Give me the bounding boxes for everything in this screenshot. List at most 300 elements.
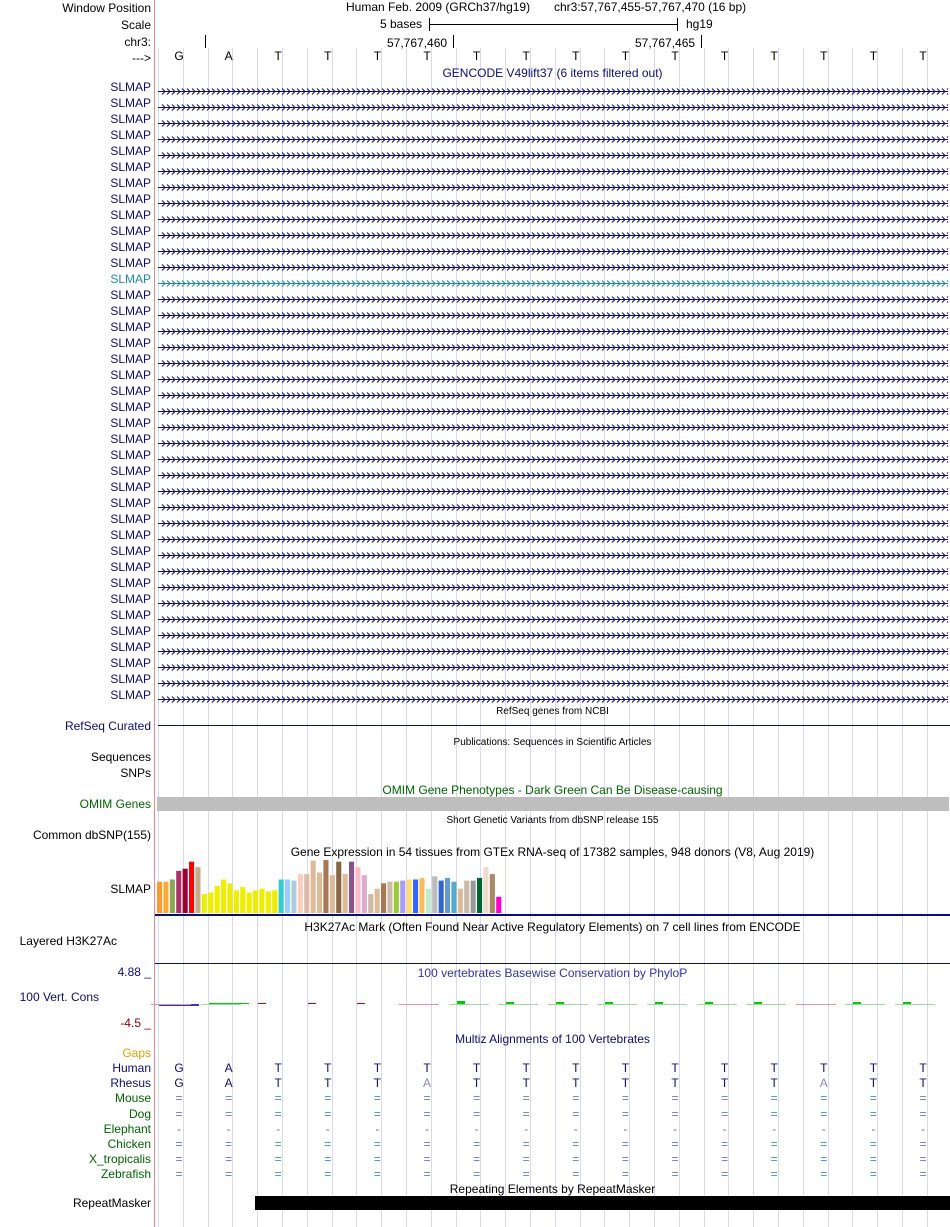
- gencode-gene-label[interactable]: SLMAP: [110, 640, 151, 654]
- gencode-gene-label[interactable]: SLMAP: [110, 512, 151, 526]
- gencode-transcript[interactable]: [158, 340, 948, 347]
- multiz-base: =: [373, 1152, 381, 1167]
- multiz-base: =: [572, 1091, 580, 1106]
- gencode-gene-label[interactable]: SLMAP: [110, 352, 151, 366]
- multiz-base: =: [324, 1091, 332, 1106]
- dbsnp-track-title: Short Genetic Variants from dbSNP release 155: [446, 815, 659, 826]
- sequence-base: T: [621, 49, 630, 63]
- phylop-value-mark[interactable]: [258, 1003, 266, 1004]
- gencode-transcript[interactable]: [158, 516, 948, 523]
- gencode-transcript[interactable]: [158, 612, 948, 619]
- multiz-base: T: [373, 1061, 382, 1075]
- gtex-track-title: Gene Expression in 54 tissues from GTEx RNA-seq of 17382 samples, 948 donors (V8, Aug 2019): [290, 845, 815, 859]
- multiz-base: =: [721, 1137, 729, 1151]
- multiz-base: -: [276, 1121, 281, 1136]
- multiz-base: A: [224, 1076, 233, 1091]
- sequence-base: T: [522, 49, 530, 63]
- multiz-base: =: [820, 1152, 828, 1167]
- gencode-transcript[interactable]: [158, 420, 948, 427]
- gencode-gene-label[interactable]: SLMAP: [110, 672, 151, 686]
- coord-label-1: 57,767,460: [387, 36, 448, 50]
- phylop-zero-line: [895, 1004, 935, 1005]
- multiz-base: =: [423, 1137, 431, 1151]
- gencode-transcript[interactable]: [158, 500, 948, 507]
- phylop-value-mark[interactable]: [357, 1003, 365, 1004]
- multiz-base: -: [325, 1121, 330, 1136]
- gencode-gene-label[interactable]: SLMAP: [110, 272, 151, 286]
- multiz-base: =: [473, 1167, 481, 1182]
- gencode-transcript[interactable]: [158, 660, 948, 667]
- multiz-base: =: [572, 1152, 580, 1167]
- multiz-species-label[interactable]: Human: [112, 1061, 151, 1075]
- phylop-zero-line: [498, 1004, 538, 1005]
- multiz-base: =: [274, 1137, 282, 1151]
- gencode-gene-label[interactable]: SLMAP: [110, 384, 151, 398]
- phylop-zero-line: [845, 1004, 885, 1005]
- gtex-tissue-bar[interactable]: [323, 860, 328, 913]
- gencode-gene-label[interactable]: SLMAP: [110, 688, 151, 702]
- multiz-gaps-label: Gaps: [122, 1046, 151, 1060]
- repeatmasker-track-title: Repeating Elements by RepeatMasker: [449, 1182, 656, 1196]
- multiz-species-label[interactable]: Zebrafish: [100, 1167, 151, 1182]
- scale-bar: [429, 24, 677, 25]
- multiz-base: =: [274, 1106, 282, 1121]
- multiz-base: -: [772, 1121, 777, 1136]
- gencode-transcript[interactable]: [158, 388, 948, 395]
- multiz-base: =: [869, 1106, 877, 1121]
- gencode-gene-label[interactable]: SLMAP: [110, 560, 151, 574]
- gencode-transcript[interactable]: [158, 356, 948, 363]
- multiz-base: T: [522, 1061, 530, 1075]
- multiz-base: =: [324, 1152, 332, 1167]
- phylop-zero-line: [697, 1004, 737, 1005]
- gencode-transcript[interactable]: [158, 196, 948, 203]
- gencode-transcript[interactable]: [158, 692, 948, 699]
- gtex-tissue-bar[interactable]: [304, 874, 309, 913]
- repeatmasker-track-label[interactable]: RepeatMasker: [72, 1196, 151, 1210]
- phylop-zero-line: [647, 1004, 687, 1005]
- multiz-species-label[interactable]: Mouse: [114, 1091, 151, 1106]
- gencode-transcript[interactable]: [158, 180, 948, 187]
- gtex-tissue-bar[interactable]: [375, 889, 380, 913]
- multiz-base: =: [820, 1137, 828, 1151]
- gtex-tissue-bar[interactable]: [170, 880, 175, 914]
- gencode-gene-label[interactable]: SLMAP: [110, 416, 151, 430]
- gtex-tissue-bar[interactable]: [419, 878, 424, 913]
- multiz-base: T: [373, 1076, 382, 1091]
- multiz-base: T: [522, 1076, 530, 1091]
- gtex-tissue-bar[interactable]: [176, 871, 181, 913]
- phylop-max-label: 4.88 _: [117, 965, 151, 979]
- multiz-base: -: [871, 1121, 876, 1136]
- publications-snps-label[interactable]: SNPs: [120, 766, 151, 780]
- multiz-base: -: [375, 1121, 380, 1136]
- gencode-gene-label[interactable]: SLMAP: [110, 208, 151, 222]
- gtex-tissue-bar[interactable]: [496, 897, 501, 913]
- gencode-transcript[interactable]: [158, 260, 948, 267]
- multiz-base: -: [524, 1121, 529, 1136]
- refseq-track-title: RefSeq genes from NCBI: [496, 706, 609, 717]
- strand-label: --->: [132, 51, 151, 65]
- gtex-tissue-bar[interactable]: [483, 867, 488, 913]
- refseq-gene-line[interactable]: [158, 725, 950, 726]
- multiz-base: =: [919, 1167, 927, 1182]
- h3k27ac-track-label[interactable]: Layered H3K27Ac: [19, 934, 117, 948]
- gencode-track-title: GENCODE V49lift37 (6 items filtered out): [442, 66, 663, 80]
- multiz-base: =: [869, 1152, 877, 1167]
- gtex-tissue-bar[interactable]: [221, 880, 226, 914]
- gtex-tissue-bar[interactable]: [240, 887, 245, 913]
- sequence-base: T: [869, 49, 878, 63]
- gtex-tissue-bar[interactable]: [445, 878, 450, 913]
- gtex-tissue-bar[interactable]: [247, 893, 252, 914]
- gencode-transcript[interactable]: [158, 404, 948, 411]
- gencode-transcript[interactable]: [158, 132, 948, 139]
- gencode-gene-label[interactable]: SLMAP: [110, 656, 151, 670]
- sequence-base: T: [720, 49, 729, 63]
- gencode-transcript[interactable]: [158, 596, 948, 603]
- gencode-transcript[interactable]: [158, 212, 948, 219]
- gtex-tissue-bar[interactable]: [163, 882, 168, 913]
- multiz-base: =: [721, 1152, 729, 1167]
- gencode-gene-label[interactable]: SLMAP: [110, 464, 151, 478]
- gencode-gene-label[interactable]: SLMAP: [110, 368, 151, 382]
- gencode-gene-label[interactable]: SLMAP: [110, 400, 151, 414]
- multiz-base: T: [572, 1061, 580, 1075]
- sequence-base: T: [274, 49, 282, 63]
- multiz-base: T: [671, 1061, 679, 1075]
- multiz-base: =: [919, 1137, 927, 1151]
- gtex-tissue-bar[interactable]: [266, 891, 271, 913]
- multiz-base: =: [324, 1167, 332, 1182]
- gencode-transcript[interactable]: [158, 628, 948, 635]
- gencode-transcript[interactable]: [158, 308, 948, 315]
- scale-db-text: hg19: [686, 17, 713, 31]
- h3k27ac-track-title: H3K27Ac Mark (Often Found Near Active Regulatory Elements) on 7 cell lines from ENCODE: [304, 920, 801, 934]
- gencode-gene-label[interactable]: SLMAP: [110, 256, 151, 270]
- gencode-gene-label[interactable]: SLMAP: [110, 608, 151, 622]
- sequence-base: T: [820, 49, 828, 63]
- gtex-tissue-bar[interactable]: [464, 881, 469, 913]
- gencode-transcript[interactable]: [158, 676, 948, 683]
- multiz-base: -: [921, 1121, 925, 1136]
- multiz-base: =: [324, 1137, 332, 1151]
- multiz-base: T: [472, 1076, 481, 1091]
- multiz-base: =: [820, 1091, 828, 1106]
- gencode-gene-label[interactable]: SLMAP: [110, 304, 151, 318]
- multiz-species-label[interactable]: X_tropicalis: [88, 1152, 151, 1167]
- multiz-base: T: [621, 1061, 630, 1075]
- multiz-base: =: [869, 1167, 877, 1182]
- multiz-base: =: [175, 1167, 183, 1182]
- multiz-base: =: [522, 1152, 530, 1167]
- gtex-tissue-bar[interactable]: [387, 882, 392, 913]
- gtex-tissue-bar[interactable]: [477, 878, 482, 913]
- gencode-transcript[interactable]: [158, 580, 948, 587]
- multiz-base: T: [770, 1061, 778, 1075]
- gencode-gene-label[interactable]: SLMAP: [110, 224, 151, 238]
- gencode-transcript[interactable]: [158, 644, 948, 651]
- gencode-gene-label[interactable]: SLMAP: [110, 576, 151, 590]
- gencode-transcript[interactable]: [158, 148, 948, 155]
- multiz-base: T: [720, 1076, 729, 1091]
- multiz-base: =: [423, 1106, 431, 1121]
- scale-bases-text: 5 bases: [380, 17, 423, 31]
- gtex-tissue-bar[interactable]: [330, 875, 335, 913]
- phylop-zero-line: [201, 1004, 241, 1005]
- multiz-base: T: [820, 1061, 828, 1075]
- multiz-base: =: [175, 1091, 183, 1106]
- multiz-base: -: [722, 1121, 727, 1136]
- sequence-base: T: [423, 49, 431, 63]
- phylop-zero-line: [399, 1004, 439, 1005]
- multiz-base: =: [522, 1106, 530, 1121]
- multiz-species-label[interactable]: Rhesus: [110, 1076, 151, 1091]
- omim-track-title: OMIM Gene Phenotypes - Dark Green Can Be Disease-causing: [382, 783, 723, 797]
- gencode-gene-label[interactable]: SLMAP: [110, 160, 151, 174]
- multiz-base: -: [673, 1121, 677, 1136]
- gencode-transcript[interactable]: [158, 164, 948, 171]
- coord-tick-1: [205, 35, 206, 48]
- multiz-base: =: [473, 1137, 481, 1151]
- multiz-base: =: [919, 1106, 927, 1121]
- gtex-tissue-bar[interactable]: [458, 889, 463, 913]
- gencode-transcript[interactable]: [158, 100, 948, 107]
- gencode-gene-label[interactable]: SLMAP: [110, 112, 151, 126]
- multiz-base: =: [473, 1091, 481, 1106]
- multiz-base: =: [373, 1106, 381, 1121]
- gencode-gene-label[interactable]: SLMAP: [110, 432, 151, 446]
- gencode-gene-label[interactable]: SLMAP: [110, 144, 151, 158]
- gencode-gene-label[interactable]: SLMAP: [110, 80, 151, 94]
- sequence-base: G: [174, 49, 184, 63]
- gtex-bar-chart[interactable]: [155, 859, 950, 917]
- gtex-tissue-bar[interactable]: [490, 874, 495, 913]
- gtex-tissue-bar[interactable]: [336, 862, 341, 913]
- multiz-base: A: [224, 1061, 233, 1075]
- multiz-base: =: [473, 1106, 481, 1121]
- multiz-base: T: [720, 1061, 729, 1075]
- gencode-transcript[interactable]: [158, 116, 948, 123]
- gencode-transcript[interactable]: [158, 228, 948, 235]
- gtex-tissue-bar[interactable]: [426, 889, 431, 913]
- phylop-zero-line: [597, 1004, 637, 1005]
- multiz-base: =: [423, 1167, 431, 1182]
- multiz-base: T: [472, 1061, 481, 1075]
- multiz-base: T: [770, 1076, 778, 1091]
- scale-bar-right-tick: [677, 18, 678, 31]
- dbsnp-track-label[interactable]: Common dbSNP(155): [32, 828, 151, 842]
- multiz-base: =: [671, 1091, 679, 1106]
- gtex-tissue-bar[interactable]: [439, 881, 444, 913]
- multiz-base: -: [821, 1121, 826, 1136]
- gencode-gene-label[interactable]: SLMAP: [110, 320, 151, 334]
- gencode-gene-label[interactable]: SLMAP: [110, 592, 151, 606]
- gencode-gene-label[interactable]: SLMAP: [110, 448, 151, 462]
- multiz-base: -: [425, 1121, 429, 1136]
- multiz-base: =: [373, 1137, 381, 1151]
- gencode-transcript[interactable]: [158, 324, 948, 331]
- gtex-tissue-bar[interactable]: [215, 886, 220, 913]
- multiz-base: =: [869, 1137, 877, 1151]
- multiz-base: =: [671, 1137, 679, 1151]
- multiz-base: =: [225, 1106, 233, 1121]
- omim-gene-bar[interactable]: [157, 797, 949, 811]
- gencode-transcript[interactable]: [158, 484, 948, 491]
- assembly-text: Human Feb. 2009 (GRCh37/hg19): [346, 0, 531, 14]
- multiz-base: =: [373, 1167, 381, 1182]
- gtex-tissue-bar[interactable]: [413, 880, 418, 914]
- multiz-base: =: [572, 1167, 580, 1182]
- gtex-baseline: [155, 914, 950, 916]
- multiz-base: =: [373, 1091, 381, 1106]
- gtex-tissue-bar[interactable]: [195, 867, 200, 913]
- gencode-gene-label[interactable]: SLMAP: [110, 96, 151, 110]
- gtex-tissue-bar[interactable]: [202, 894, 207, 913]
- multiz-base: =: [572, 1106, 580, 1121]
- sequence-base: T: [324, 49, 332, 63]
- multiz-base: -: [573, 1121, 578, 1136]
- gencode-transcript[interactable]: [158, 468, 948, 475]
- multiz-base: =: [621, 1167, 629, 1182]
- multiz-base: =: [225, 1137, 233, 1151]
- gencode-gene-label[interactable]: SLMAP: [110, 336, 151, 350]
- gtex-tissue-bar[interactable]: [368, 894, 373, 913]
- phylop-zero-line: [796, 1004, 836, 1005]
- gtex-tissue-bar[interactable]: [291, 881, 296, 913]
- gencode-gene-label[interactable]: SLMAP: [110, 128, 151, 142]
- multiz-species-label[interactable]: Chicken: [107, 1137, 151, 1151]
- gtex-tissue-bar[interactable]: [272, 890, 277, 913]
- multiz-base: =: [324, 1106, 332, 1121]
- gtex-tissue-bar[interactable]: [259, 889, 264, 913]
- sequence-base: T: [770, 49, 778, 63]
- gencode-transcript[interactable]: [158, 276, 948, 283]
- gtex-tissue-bar[interactable]: [285, 880, 290, 914]
- omim-track-label[interactable]: OMIM Genes: [79, 797, 151, 811]
- multiz-base: =: [919, 1152, 927, 1167]
- gtex-tissue-bar[interactable]: [183, 869, 188, 913]
- multiz-base: =: [770, 1137, 778, 1151]
- multiz-base: -: [226, 1121, 231, 1136]
- multiz-base: =: [621, 1106, 629, 1121]
- gtex-tissue-bar[interactable]: [394, 882, 399, 913]
- gtex-tissue-bar[interactable]: [208, 893, 213, 914]
- gtex-tissue-bar[interactable]: [311, 861, 316, 913]
- multiz-base: =: [274, 1167, 282, 1182]
- gtex-tissue-bar[interactable]: [432, 876, 437, 913]
- phylop-min-label: -4.5 _: [120, 1016, 151, 1030]
- multiz-base: =: [671, 1167, 679, 1182]
- phylop-zero-line: [151, 1004, 191, 1005]
- multiz-base: =: [274, 1152, 282, 1167]
- gencode-gene-label[interactable]: SLMAP: [110, 480, 151, 494]
- sequence-base: T: [572, 49, 580, 63]
- gtex-tissue-bar[interactable]: [279, 880, 284, 914]
- gtex-tissue-bar[interactable]: [400, 881, 405, 913]
- multiz-base: =: [473, 1152, 481, 1167]
- gencode-transcript[interactable]: [158, 548, 948, 555]
- gencode-transcript[interactable]: [158, 436, 948, 443]
- gtex-tissue-bar[interactable]: [298, 874, 303, 913]
- gencode-gene-label[interactable]: SLMAP: [110, 544, 151, 558]
- gtex-tissue-bar[interactable]: [381, 883, 386, 913]
- multiz-species-label[interactable]: Dog: [128, 1106, 151, 1121]
- gencode-gene-label[interactable]: SLMAP: [110, 176, 151, 190]
- multiz-species-label[interactable]: Elephant: [103, 1121, 151, 1136]
- multiz-base: =: [423, 1091, 431, 1106]
- gtex-tissue-bar[interactable]: [343, 874, 348, 913]
- multiz-base: =: [225, 1167, 233, 1182]
- multiz-base: =: [820, 1167, 828, 1182]
- sequence-base: A: [224, 49, 233, 63]
- gencode-gene-label[interactable]: SLMAP: [110, 528, 151, 542]
- chromosome-label: chr3:: [124, 35, 151, 49]
- multiz-base: =: [522, 1167, 530, 1182]
- track-label-column: [0, 0, 154, 1227]
- sequence-base: T: [671, 49, 679, 63]
- multiz-base: =: [175, 1137, 183, 1151]
- gencode-transcript[interactable]: [158, 244, 948, 251]
- gtex-tissue-bar[interactable]: [349, 862, 354, 913]
- gtex-tissue-bar[interactable]: [362, 875, 367, 913]
- multiz-base: =: [175, 1152, 183, 1167]
- gencode-transcript[interactable]: [158, 452, 948, 459]
- gtex-track-label[interactable]: SLMAP: [110, 882, 151, 896]
- sequence-base: T: [472, 49, 481, 63]
- scale-label: Scale: [120, 18, 151, 32]
- gtex-tissue-bar[interactable]: [234, 890, 239, 913]
- multiz-base: T: [919, 1076, 927, 1091]
- gencode-gene-label[interactable]: SLMAP: [110, 624, 151, 638]
- coord-tick-3: [701, 35, 702, 48]
- multiz-base: =: [522, 1137, 530, 1151]
- gencode-transcript[interactable]: [158, 84, 948, 91]
- multiz-base: A: [422, 1076, 431, 1091]
- gtex-tissue-bar[interactable]: [407, 880, 412, 914]
- gtex-tissue-bar[interactable]: [157, 882, 162, 913]
- multiz-base: =: [869, 1091, 877, 1106]
- gtex-tissue-bar[interactable]: [189, 862, 194, 913]
- gencode-transcript[interactable]: [158, 564, 948, 571]
- multiz-base: =: [225, 1152, 233, 1167]
- gencode-gene-label[interactable]: SLMAP: [110, 496, 151, 510]
- gencode-transcript[interactable]: [158, 372, 948, 379]
- phylop-track-label[interactable]: 100 Vert. Cons: [19, 990, 99, 1004]
- refseq-track-label[interactable]: RefSeq Curated: [64, 719, 151, 733]
- publications-sequences-label[interactable]: Sequences: [90, 750, 151, 764]
- phylop-value-mark[interactable]: [308, 1003, 316, 1004]
- multiz-base: =: [770, 1091, 778, 1106]
- gencode-transcript[interactable]: [158, 532, 948, 539]
- gencode-gene-label[interactable]: SLMAP: [110, 288, 151, 302]
- gencode-transcript[interactable]: [158, 292, 948, 299]
- gtex-tissue-bar[interactable]: [253, 890, 258, 913]
- multiz-base: -: [177, 1121, 181, 1136]
- multiz-base: G: [174, 1076, 184, 1091]
- gtex-tissue-bar[interactable]: [451, 882, 456, 913]
- gtex-tissue-bar[interactable]: [227, 883, 232, 913]
- multiz-base: =: [671, 1152, 679, 1167]
- gencode-gene-label[interactable]: SLMAP: [110, 192, 151, 206]
- repeatmasker-element[interactable]: [255, 1196, 950, 1210]
- gencode-gene-label[interactable]: SLMAP: [110, 240, 151, 254]
- gtex-tissue-bar[interactable]: [471, 881, 476, 913]
- multiz-base: T: [274, 1061, 282, 1075]
- gtex-tissue-bar[interactable]: [317, 873, 322, 914]
- gtex-tissue-bar[interactable]: [355, 867, 360, 913]
- coord-label-2: 57,767,465: [635, 36, 696, 50]
